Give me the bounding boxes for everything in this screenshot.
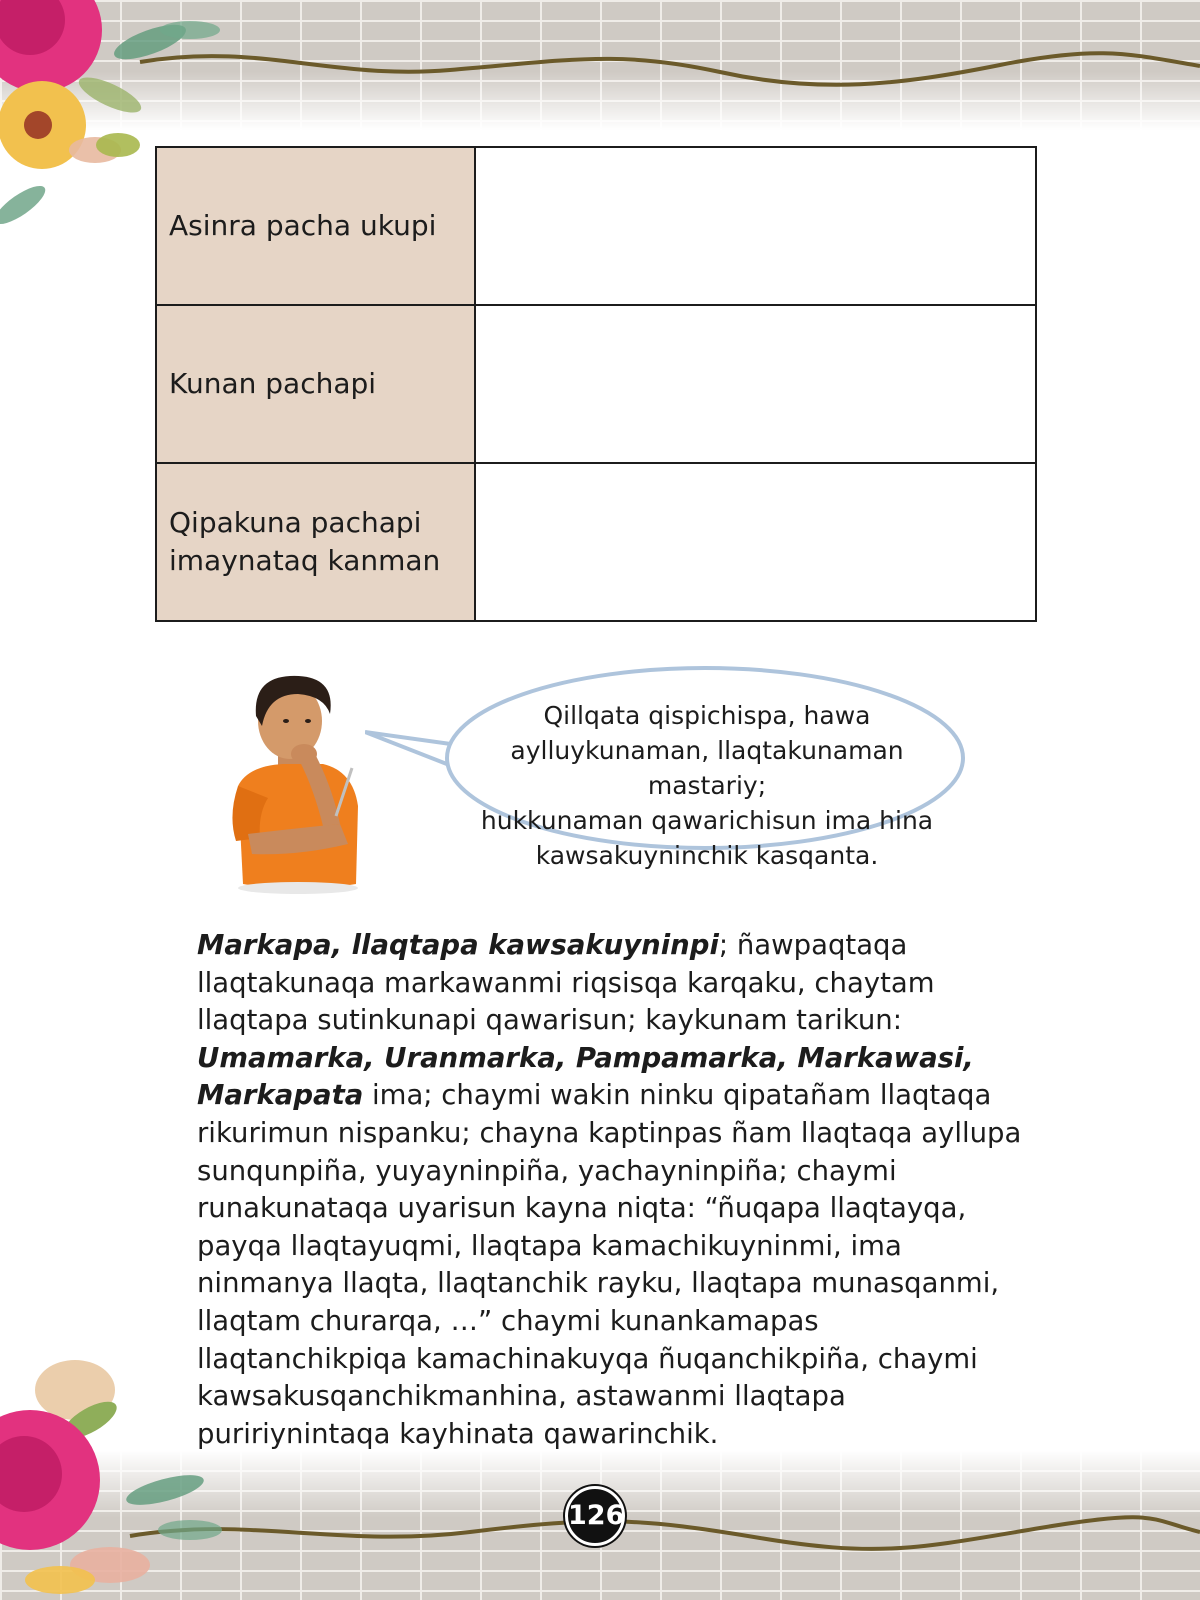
- paragraph-text: ; ñawpaqtaqa llaqtakunaqa markawanmi riqsisqa karqaku, chaytam llaqtapa sutinkunapi qawarisun; kaykunam tarikun:: [197, 929, 935, 1037]
- table-answer-cell[interactable]: [475, 463, 1036, 621]
- table-label-cell: Kunan pachapi: [156, 305, 475, 463]
- bubble-line: aylluykunaman, llaqtakunaman mastariy;: [510, 736, 904, 800]
- table-row: [156, 305, 1036, 463]
- table-answer-cell[interactable]: [475, 147, 1036, 305]
- table-row: [156, 147, 1036, 305]
- bubble-line: hukkunaman qawarichisun ima hina: [480, 806, 934, 835]
- bubble-line: kawsakuyninchik kasqanta.: [535, 841, 879, 870]
- table-row: [156, 463, 1036, 621]
- thinking-boy-illustration: [228, 666, 378, 896]
- bold-place-names: Umamarka, Uranmarka, Pampamarka, Markawasi, Markapata: [197, 1041, 974, 1112]
- table-answer-cell[interactable]: [475, 305, 1036, 463]
- bubble-line: Qillqata qispichispa, hawa: [543, 701, 871, 730]
- comparison-table: [155, 146, 1037, 622]
- speech-bubble-text: [452, 698, 962, 873]
- table-label-cell: Qipakuna pachapi imaynataq kanman: [156, 463, 475, 621]
- page-number: 126: [565, 1486, 625, 1546]
- bold-phrase: Markapa, llaqtapa kawsakuyninpi: [197, 929, 719, 961]
- paragraph-text: ima; chaymi wakin ninku qipatañam llaqtaqa rikurimun nispanku; chayna kaptinpas ñam llaqtaqa ayllupa sunqunpiña, yuyayninpiña, yachayninpiña; chaymi runakunataqa uyarisun kayna niqta: “ñuqapa llaqtayqa, payqa llaqtayuqmi, llaqtapa kamachikuyninmi, ima ninmanya llaqta, llaqtanchik rayku, llaqtapa munasqanmi, llaqtam churarqa, …” chaymi kunankamapas llaqtanchikpiqa kamachinakuyqa ñuqanchikpiña, chaymi kawsakusqanchikmanhina, astawanmi llaqtapa puririynintaqa kayhinata qawarinchik.: [197, 1079, 1022, 1450]
- table-label-cell: Asinra pacha ukupi: [156, 147, 475, 305]
- body-paragraph: [197, 927, 1037, 1453]
